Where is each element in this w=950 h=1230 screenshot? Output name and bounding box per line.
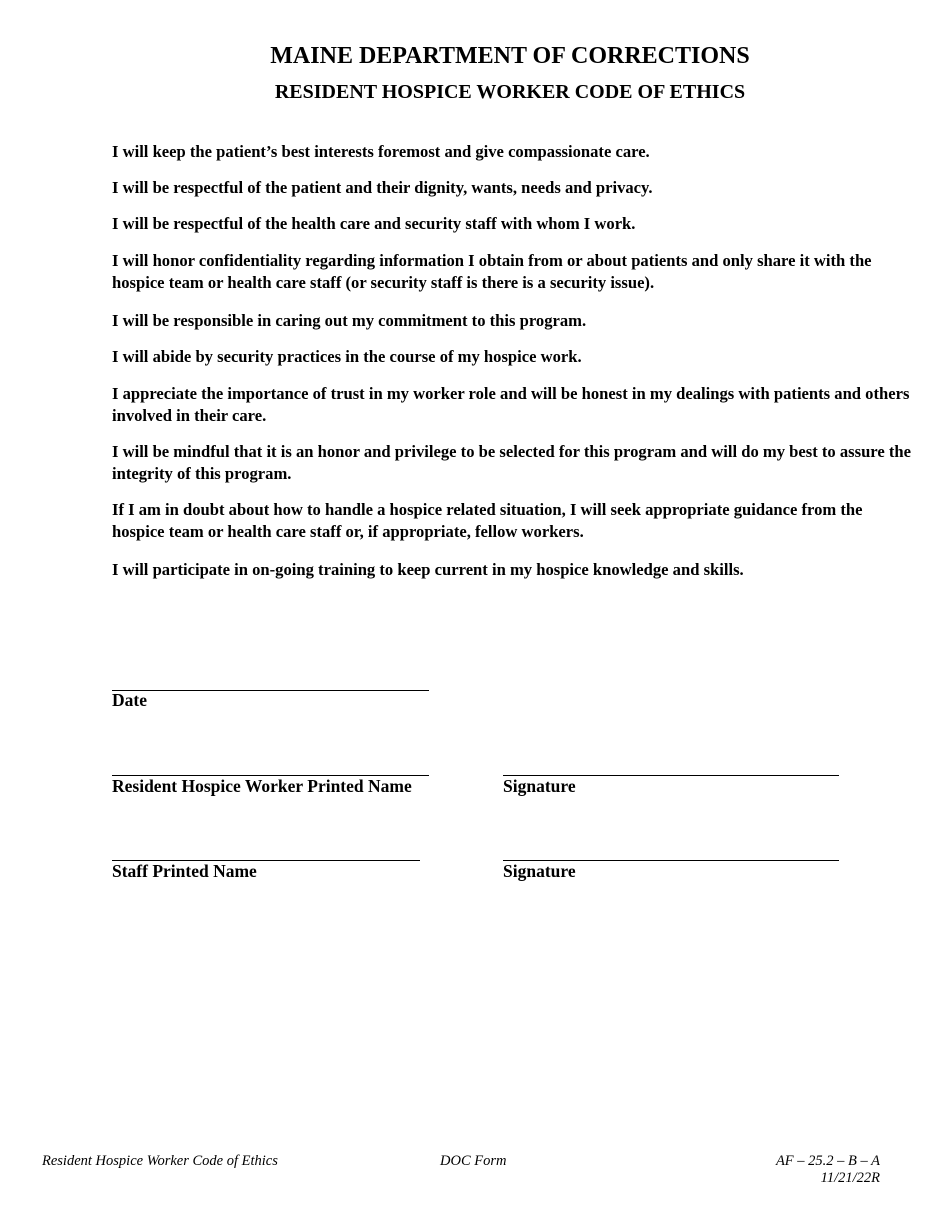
page-title: MAINE DEPARTMENT OF CORRECTIONS (270, 43, 750, 69)
pledge-item: I will be responsible in caring out my commitment to this program. (112, 311, 587, 330)
pledge-item: I will be mindful that it is an honor and privilege to be selected for this program and will do my best to assure the integrity of this program. (112, 442, 911, 483)
worker-signature-label: Signature (503, 776, 576, 796)
pledge-item: I will be respectful of the patient and their dignity, wants, needs and privacy. (112, 178, 653, 197)
staff-name-label: Staff Printed Name (112, 861, 257, 881)
pledge-item: If I am in doubt about how to handle a hospice related situation, I will seek appropriate guidance from the hospice team or health care staff or, if appropriate, fellow workers. (112, 500, 863, 541)
date-line[interactable] (112, 690, 429, 691)
staff-signature-label: Signature (503, 861, 576, 881)
pledge-item: I will abide by security practices in the course of my hospice work. (112, 347, 582, 366)
footer-form-id (776, 1153, 880, 1187)
pledge-item: I will keep the patient’s best interests foremost and give compassionate care. (112, 142, 650, 161)
pledge-item: I appreciate the importance of trust in my worker role and will be honest in my dealings with patients and others involved in their care. (112, 384, 910, 425)
pledge-item: I will be respectful of the health care and security staff with whom I work. (112, 214, 636, 233)
pledge-item: I will honor confidentiality regarding information I obtain from or about patients and only share it with the hospice team or health care staff (or security staff is there is a security issue). (112, 251, 872, 292)
page-subtitle: RESIDENT HOSPICE WORKER CODE OF ETHICS (274, 81, 746, 103)
footer-revision: 11/21/22R (820, 1170, 880, 1186)
footer-form-title: Resident Hospice Worker Code of Ethics (42, 1153, 278, 1169)
date-label: Date (112, 690, 147, 710)
worker-name-label: Resident Hospice Worker Printed Name (112, 776, 412, 796)
footer-form-number: AF – 25.2 – B – A (775, 1153, 880, 1169)
footer-form-type: DOC Form (440, 1153, 507, 1169)
pledge-item: I will participate in on-going training to keep current in my hospice knowledge and skills. (112, 560, 744, 579)
